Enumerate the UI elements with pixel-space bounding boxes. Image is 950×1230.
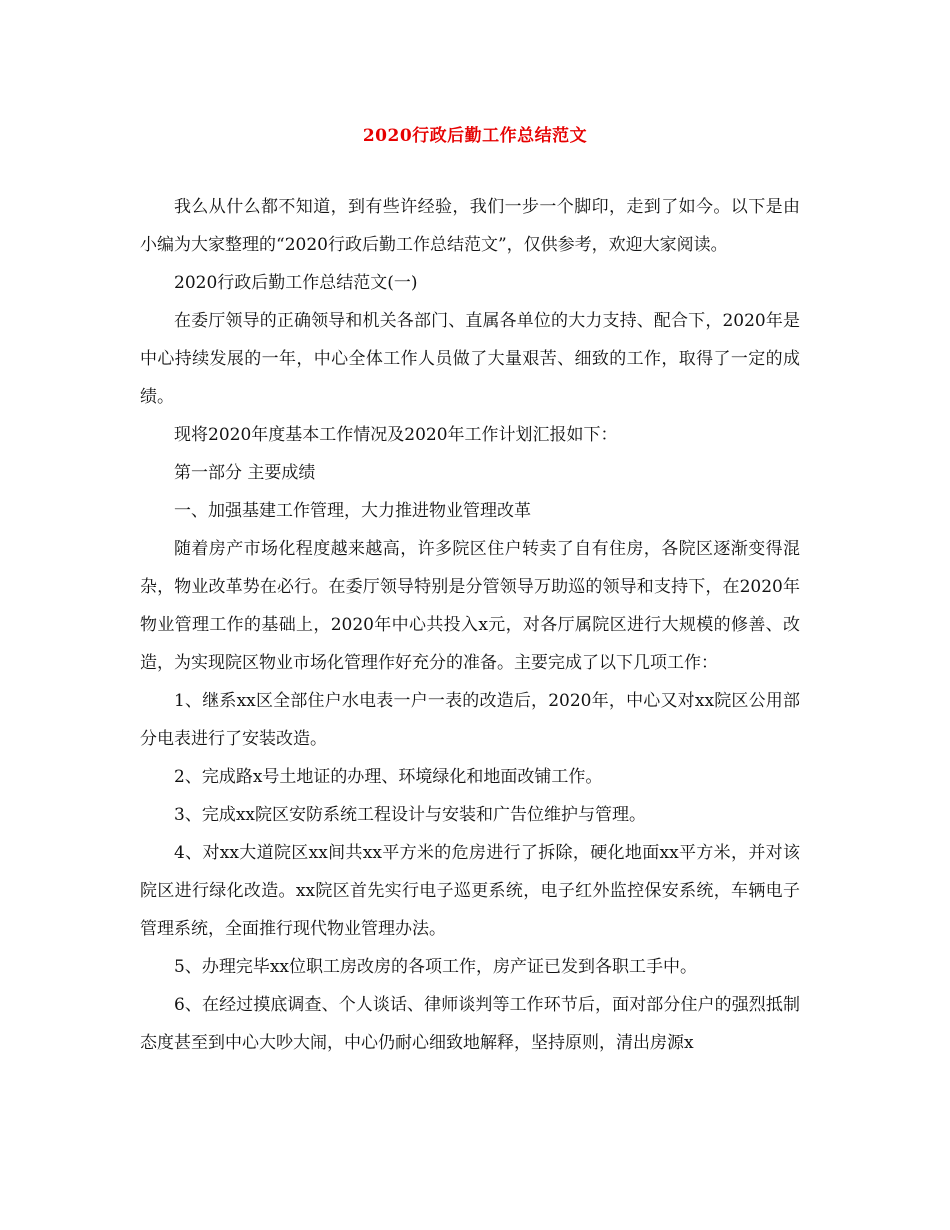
paragraph: 在委厅领导的正确领导和机关各部门、直属各单位的大力支持、配合下，2020年是中心持续发展的一年，中心全体工作人员做了大量艰苦、细致的工作，取得了一定的成绩。 <box>140 311 800 407</box>
section-heading: 2020行政后勤工作总结范文(一) <box>174 273 418 293</box>
paragraph-intro: 我么从什么都不知道，到有些许经验，我们一步一个脚印，走到了如今。以下是由小编为大家整理的“2020行政后勤工作总结范文”，仅供参考，欢迎大家阅读。 <box>140 197 800 255</box>
list-item: 2、完成路x号土地证的办理、环境绿化和地面改铺工作。 <box>174 767 603 787</box>
document-title: 2020行政后勤工作总结范文 <box>362 126 588 146</box>
list-item: 4、对xx大道院区xx间共xx平方米的危房进行了拆除，硬化地面xx平方米，并对该院区进行绿化改造。xx院区首先实行电子巡更系统，电子红外监控保安系统，车辆电子管理系统，全面推行现代物业管理办法。 <box>140 843 800 939</box>
subsection-heading: 一、加强基建工作管理，大力推进物业管理改革 <box>174 501 531 521</box>
paragraph: 随着房产市场化程度越来越高，许多院区住户转卖了自有住房，各院区逐渐变得混杂，物业改革势在必行。在委厅领导特别是分管领导万助巡的领导和支持下，在2020年物业管理工作的基础上，2020年中心共投入x元，对各厅属院区进行大规模的修善、改造，为实现院区物业市场化管理作好充分的准备。主要完成了以下几项工作： <box>140 539 800 673</box>
part-heading: 第一部分 主要成绩 <box>174 463 316 483</box>
list-item: 3、完成xx院区安防系统工程设计与安装和广告位维护与管理。 <box>174 805 646 825</box>
list-item: 5、办理完毕xx位职工房改房的各项工作，房产证已发到各职工手中。 <box>174 957 697 977</box>
document-body <box>140 188 800 1062</box>
paragraph: 现将2020年度基本工作情况及2020年工作计划汇报如下： <box>174 425 618 445</box>
list-item: 6、在经过摸底调查、个人谈话、律师谈判等工作环节后，面对部分住户的强烈抵制态度甚至到中心大吵大闹，中心仍耐心细致地解释，坚持原则，清出房源x <box>140 995 800 1053</box>
list-item: 1、继系xx区全部住户水电表一户一表的改造后，2020年，中心又对xx院区公用部分电表进行了安装改造。 <box>140 691 800 749</box>
